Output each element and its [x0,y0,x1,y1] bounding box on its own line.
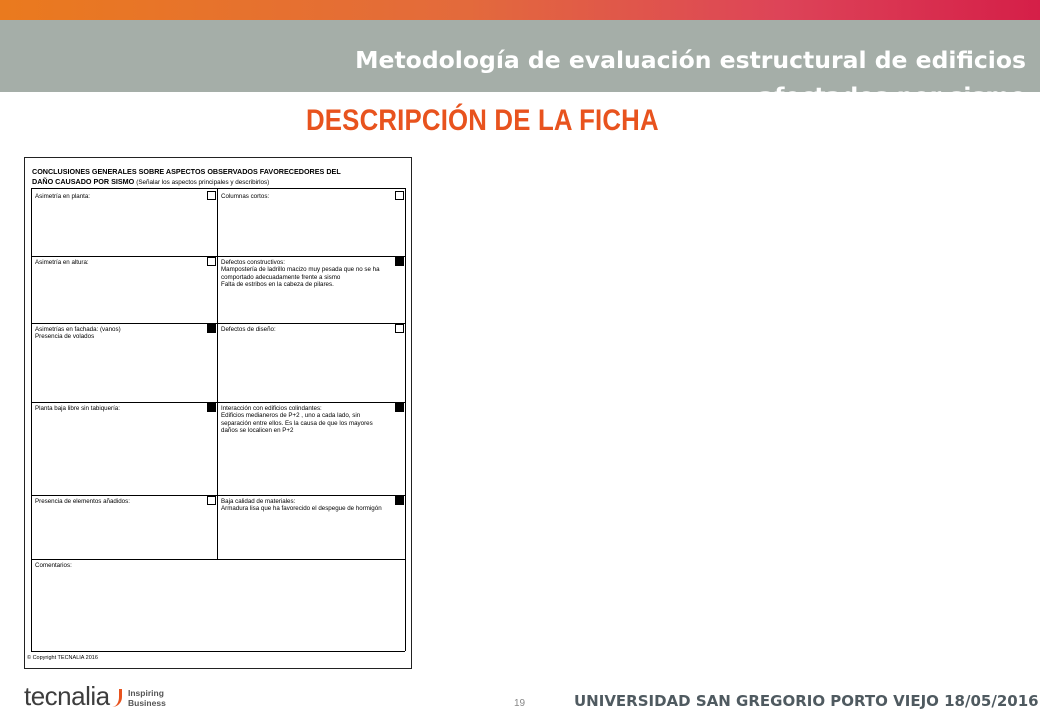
checkbox[interactable] [395,191,404,200]
logo-tagline [128,688,166,708]
cell-notes: Mampostería de ladrillo macizo muy pesada que no se ha comportado adecuadamente frente a sismo [221,266,380,281]
grid-line [31,651,405,652]
form-heading-line-1: CONCLUSIONES GENERALES SOBRE ASPECTOS OBSERVADOS FAVORECEDORES DEL [32,167,341,176]
cell-notes: Presencia de volados [35,333,95,340]
copyright: © Copyright TECNALIA 2016 [27,655,98,661]
cell-notes: Armadura lisa que ha favorecido el despegue de hormigón [221,505,382,512]
form-heading [32,167,402,187]
grid-line [31,402,405,403]
checkbox-checked[interactable] [395,403,404,412]
logo-text: tecnalia [24,681,110,711]
page-number: 19 [514,698,526,709]
cell-label: Columnas cortos: [221,193,270,200]
form-heading-note: (Señalar los aspectos principales y describirlos) [136,178,270,186]
top-accent-bar [0,0,1040,20]
cell-label: Defectos constructivos: [221,259,285,266]
logo-tagline-2: Business [128,698,166,708]
logo-swoosh-icon [112,689,122,707]
checkbox[interactable] [207,257,216,266]
grid-line [31,559,405,560]
header-band [0,20,1040,110]
cell-label: Presencia de elementos añadidos: [35,498,130,505]
grid-line [31,188,405,189]
checkbox-checked[interactable] [395,257,404,266]
checkbox[interactable] [207,496,216,505]
section-title: DESCRIPCIÓN DE LA FICHA [306,104,659,137]
cell-label: Baja calidad de materiales: [221,498,296,505]
grid-line [31,495,405,496]
checkbox[interactable] [395,324,404,333]
cell-label: Asimetrías en fachada: (vanos) [35,326,121,333]
cell-label: Asimetría en altura: [35,259,89,266]
grid-line [405,188,406,651]
form-heading-line-2: DAÑO CAUSADO POR SISMO [32,176,135,186]
cell-label: Defectos de diseño: [221,326,276,333]
cell-notes: Falta de estribos en la cabeza de pilares. [221,281,334,288]
tecnalia-logo [24,683,122,709]
form-sheet [24,157,412,669]
grid-line [31,256,405,257]
cell-label: Planta baja libre sin tabiquería: [35,405,120,412]
cell-label: Interacción con edificios colindantes: [221,405,322,412]
checkbox-checked[interactable] [207,403,216,412]
grid-line [217,188,218,559]
footer-text: UNIVERSIDAD SAN GREGORIO PORTO VIEJO 18/05/2016 [574,692,1039,710]
grid-line [31,188,32,651]
logo-tagline-1: Inspiring [128,688,164,698]
cell-notes: Edificios medianeros de P+2 , uno a cada lado, sin separación entre ellos. Es la causa de que los mayores daños se localicen en P+2 [221,412,373,434]
comments-label: Comentarios: [35,562,72,569]
checkbox-checked[interactable] [207,324,216,333]
checkbox[interactable] [207,191,216,200]
grid-line [31,323,405,324]
header-title: Metodología de evaluación estructural de edificios afectados por sismo [355,46,1026,110]
checkbox-checked[interactable] [395,496,404,505]
cell-label: Asimetría en planta: [35,193,91,200]
